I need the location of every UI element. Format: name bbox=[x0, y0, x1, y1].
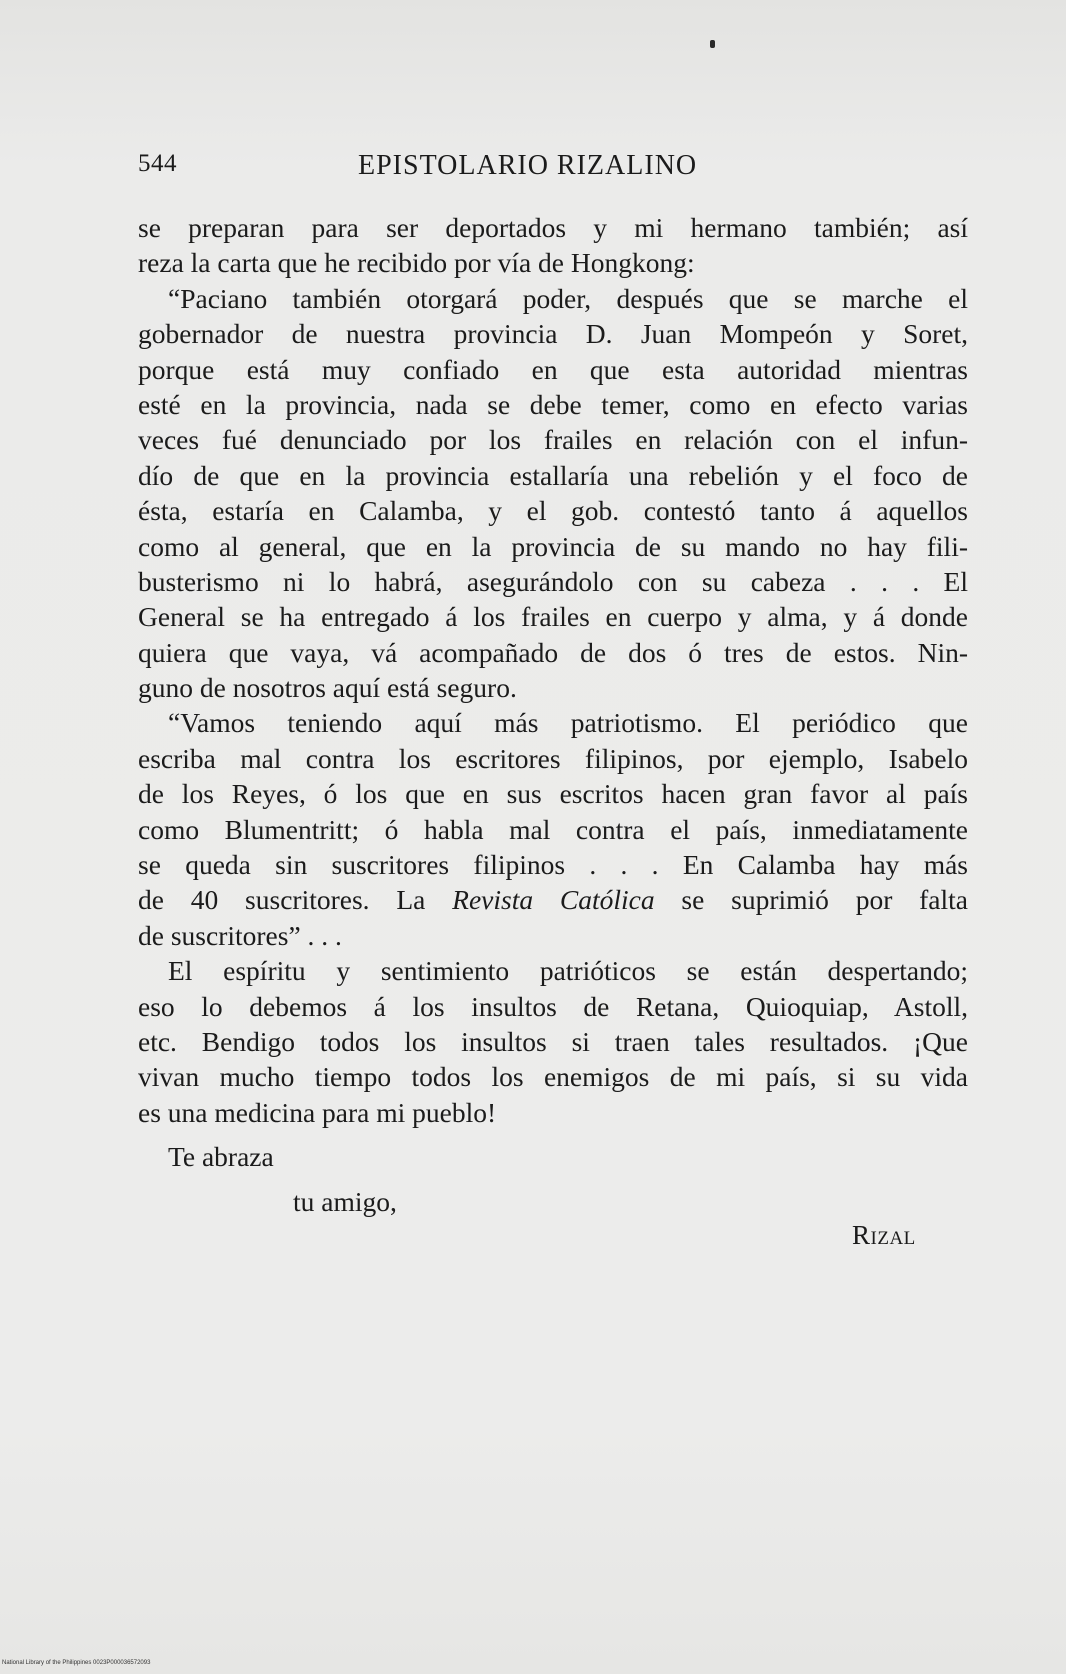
body-line: porque está muy confiado en que esta autoridad mientras bbox=[138, 353, 968, 385]
body-line: se queda sin suscritores filipinos . . . En Calamba hay más bbox=[138, 849, 968, 881]
letter-body bbox=[138, 210, 968, 1130]
italic-periodical-title: Revista Católica bbox=[452, 884, 655, 916]
body-line-end: se suprimió por falta bbox=[654, 884, 968, 916]
body-line: vivan mucho tiempo todos los enemigos de mi país, si su vida bbox=[138, 1061, 968, 1093]
scan-credit: National Library of the Philippines 0023P000036572093 bbox=[2, 1660, 151, 1666]
body-line: reza la carta que he recibido por vía de Hongkong: bbox=[138, 247, 695, 279]
body-line: busterismo ni lo habrá, asegurándolo con su cabeza . . . El bbox=[138, 565, 968, 597]
body-line: de los Reyes, ó los que en sus escritos hacen gran favor al país bbox=[138, 778, 968, 810]
body-line: “Paciano también otorgará poder, después que se marche el bbox=[168, 282, 968, 314]
body-line-with-italic bbox=[138, 882, 968, 917]
running-title: EPISTOLARIO RIZALINO bbox=[358, 150, 698, 181]
body-line: etc. Bendigo todos los insultos si traen tales resultados. ¡Que bbox=[138, 1025, 968, 1057]
body-line-start: de 40 suscritores. La bbox=[138, 884, 453, 916]
signature: Rizal bbox=[852, 1220, 916, 1250]
body-line: escriba mal contra los escritores filipinos, por ejemplo, Isabelo bbox=[138, 742, 968, 774]
body-line: General se ha entregado á los frailes en cuerpo y alma, y á donde bbox=[138, 601, 968, 633]
closing-phrase: Te abraza bbox=[168, 1141, 274, 1172]
body-line: esté en la provincia, nada se debe temer, como en efecto varias bbox=[138, 388, 968, 420]
body-line: como Blumentritt; ó habla mal contra el país, inmediatamente bbox=[138, 813, 968, 845]
body-line: eso lo debemos á los insultos de Retana, Quioquiap, Astoll, bbox=[138, 990, 968, 1022]
body-line: El espíritu y sentimiento patrióticos se están despertando; bbox=[168, 955, 968, 987]
body-line: dío de que en la provincia estallaría una rebelión y el foco de bbox=[138, 459, 968, 491]
body-line: veces fué denunciado por los frailes en relación con el infun- bbox=[138, 424, 968, 456]
body-line: como al general, que en la provincia de su mando no hay fili- bbox=[138, 530, 968, 562]
body-line: de suscritores” . . . bbox=[138, 919, 342, 951]
closing-valediction: tu amigo, bbox=[293, 1186, 397, 1217]
page-number: 544 bbox=[138, 150, 177, 177]
body-line: es una medicina para mi pueblo! bbox=[138, 1096, 497, 1128]
body-line: gobernador de nuestra provincia D. Juan Mompeón y Soret, bbox=[138, 318, 968, 350]
body-line: “Vamos teniendo aquí más patriotismo. El periódico que bbox=[168, 707, 968, 739]
body-line: guno de nosotros aquí está seguro. bbox=[138, 672, 517, 704]
running-header bbox=[138, 150, 968, 190]
body-line: se preparan para ser deportados y mi hermano también; así bbox=[138, 212, 968, 243]
print-speck bbox=[710, 40, 715, 48]
body-line: quiera que vaya, vá acompañado de dos ó tres de estos. Nin- bbox=[138, 636, 968, 668]
body-line: ésta, estaría en Calamba, y el gob. contestó tanto á aquellos bbox=[138, 495, 968, 527]
